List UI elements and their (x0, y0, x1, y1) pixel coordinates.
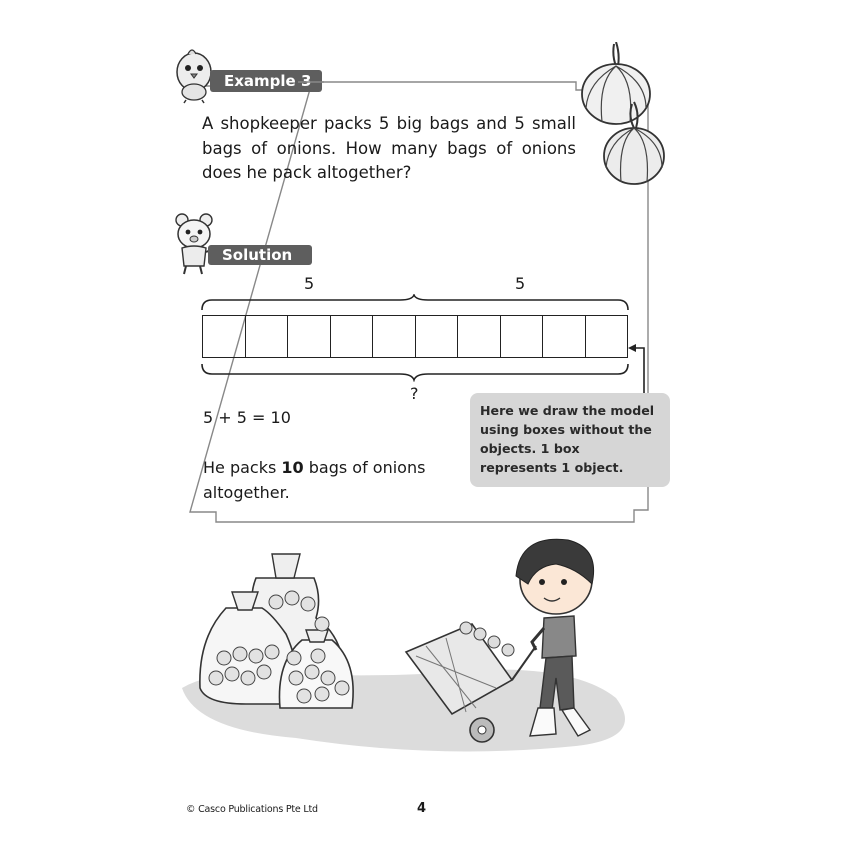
model-box (458, 316, 501, 357)
model-box (373, 316, 416, 357)
total-unknown-label: ? (410, 384, 419, 403)
answer-number: 10 (281, 458, 304, 477)
model-box (543, 316, 586, 357)
model-box (416, 316, 459, 357)
left-part-label: 5 (304, 274, 315, 293)
solution-tab: Solution (208, 245, 312, 265)
model-box (288, 316, 331, 357)
bear-mascot-icon (172, 212, 220, 276)
model-box (501, 316, 544, 357)
top-braces (200, 294, 632, 312)
hint-callout: Here we draw the model using boxes without the objects. 1 box represents 1 object. (470, 393, 670, 487)
answer-after: bags of onions altogether. (203, 458, 426, 502)
model-box (331, 316, 374, 357)
tab-rule (298, 79, 324, 85)
copyright-text: © Casco Publications Pte Ltd (186, 804, 318, 815)
right-part-label: 5 (515, 274, 526, 293)
example-tab: Example 3 (210, 70, 322, 92)
pointer-arrow-icon (626, 340, 650, 396)
model-box (586, 316, 628, 357)
page-number: 4 (417, 801, 427, 816)
onion-icon (576, 42, 666, 188)
shopkeeper-illustration (176, 538, 646, 768)
equation: 5 + 5 = 10 (203, 408, 291, 427)
question-text: A shopkeeper packs 5 big bags and 5 small bags of onions. How many bags of onions does he pack altogether? (202, 114, 576, 182)
answer-before: He packs (203, 458, 282, 477)
bottom-brace (200, 362, 632, 382)
answer-text (203, 455, 453, 505)
model-box (203, 316, 246, 357)
bar-model (202, 315, 628, 358)
model-box (246, 316, 289, 357)
